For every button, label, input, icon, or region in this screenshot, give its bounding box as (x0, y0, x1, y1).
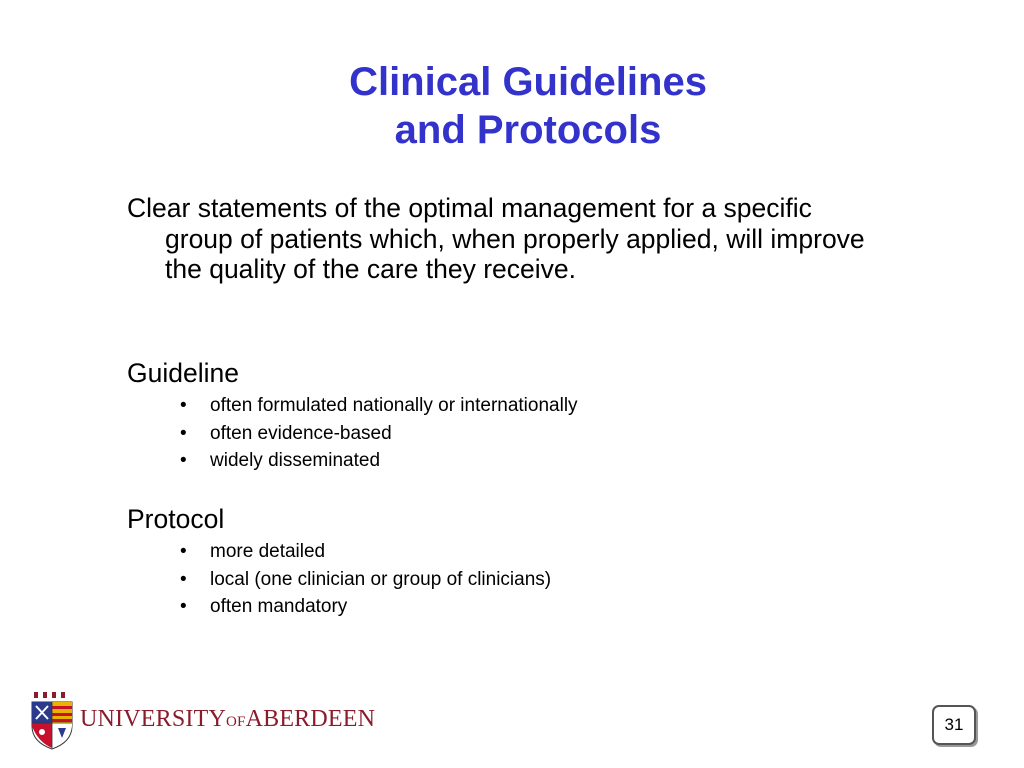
page-number: 31 (932, 705, 976, 745)
bullet-text: often mandatory (210, 596, 348, 617)
university-name-part-2: OF (226, 714, 246, 730)
list-item (180, 538, 551, 566)
list-item (180, 593, 551, 621)
university-crest-icon (30, 692, 74, 750)
bullet-text: often evidence-based (210, 422, 392, 444)
bullet-icon: • (180, 568, 187, 590)
list-item (180, 392, 578, 420)
bullet-text: more detailed (210, 541, 326, 562)
list-item (180, 447, 578, 475)
slide-title-line-2: and Protocols (394, 108, 662, 152)
bullet-icon: • (180, 395, 187, 416)
bullet-icon: • (180, 422, 187, 444)
guideline-bullet-list (180, 392, 578, 475)
bullet-icon: • (180, 450, 187, 471)
bullet-icon: • (180, 541, 187, 562)
bullet-icon: • (180, 596, 187, 617)
protocol-heading: Protocol (127, 504, 225, 534)
protocol-bullet-list (180, 538, 551, 621)
university-name-part-3: ABERDEEN (245, 706, 376, 732)
list-item (180, 566, 551, 594)
university-name-part-1: UNIVERSITY (80, 706, 226, 732)
university-name (80, 706, 375, 733)
bullet-text: often formulated nationally or internationally (210, 395, 578, 416)
university-logo (30, 692, 376, 750)
bullet-text: local (one clinician or group of clinicians) (210, 568, 552, 590)
intro-paragraph: Clear statements of the optimal management for a specific group of patients which, when properly applied, will improve the quality of the care they receive. (127, 193, 865, 284)
slide-title (0, 58, 1024, 154)
bullet-text: widely disseminated (210, 450, 381, 471)
list-item (180, 420, 578, 448)
guideline-heading: Guideline (127, 358, 239, 388)
slide-title-line-1: Clinical Guidelines (349, 60, 707, 104)
